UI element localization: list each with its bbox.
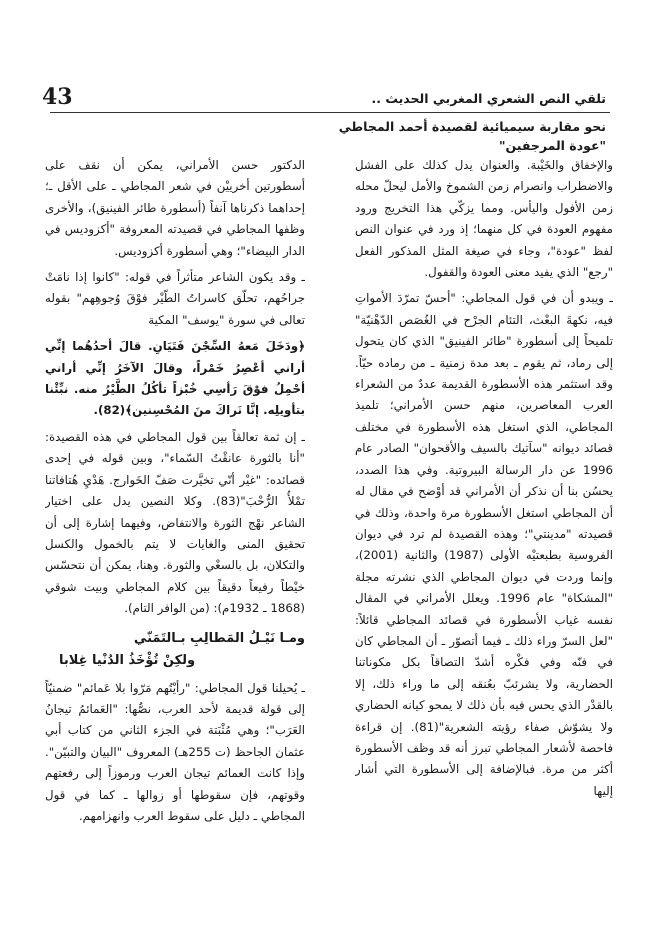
subtitle-line: "عودة المرجفين" — [498, 138, 606, 153]
page-number: 43 — [42, 84, 73, 110]
left-text-column — [45, 155, 305, 885]
right-text-column — [355, 155, 613, 885]
verse-second-hemistich: ولكِنْ تُؤْخَذُ الدُنْيا غِلابا — [59, 652, 196, 668]
poetry-verse — [45, 628, 305, 672]
verse-first-hemistich: ومـا نَيْـلُ المَطالِبِ بـالتَمَنّي — [133, 630, 305, 646]
paragraph: الدكتور حسن الأمراني، يمكن أن نقف على أسطورتين أخرييْن في شعر المجاطي ـ على الأقل ـ؛ إحداهما ذكرناها آنفاً (أسطورة طائر الفينيق)، والأخرى وظفها المجاطي في قصيدته المعروفة "أكزوديس في الدار البيضاء"؛ وهي أسطورة أكزوديس. — [45, 158, 305, 258]
running-title: تلقي النص الشعري المغربي الحديث .. — [371, 91, 606, 106]
paragraph: والإخفاق والخَيْبة. والعنوان يدل كذلك على الفشل والاضطراب وانصرام زمن الشموخ والأمل ليحلّ محله زمن الأفول واليأس. ومما يزكّي هذا التخريج ورود مفهوم العودة في كل منهما؛ إذ ورد في عنوان النص لفظ "عودة"، وجاء في صيغة المثل المذكور الفعل "رجع" الذي يفيد معنى العودة والقفول. — [355, 158, 613, 280]
paragraph: ـ وقد يكون الشاعر متأثراً في قوله: "كانوا إذا نامَتْ جراحُهم، تحلّق كاسراتُ الطّيْر فوْقَ وُجوهِهم" بقوله تعالى في سورة "يوسف" المكية — [45, 270, 305, 327]
paragraph: ـ إن ثمة تعالقاً بين قول المجاطي في هذه القصيدة: "أنا بالثورة عانقْتُ السّماء"، وبين قوله في إحدى قصائده: "غيْر أنّي تخيَّرت صَفّ الخَوارج. هَدْيِ هُتافاتنا تمْلأُ الرُّحْبَ"(83). وكلا النصين يدل على اختيار الشاعر نهْج الثورة والانتفاض، وفيهما إشارة إلى أن تحقيق المنى والغايات لا يتم بالخمول والكسل والتكلان، بل بالسعْي والثورة. وهنا، يمكن أن نتحسّس خيْطاً رفيعاً دقيقاً بين كلام المجاطي وبيت شوقي (1868 ـ 1932م): (من الوافر التام). — [45, 429, 305, 616]
paragraph: ـ ويبدو أن في قول المجاطي: "أحسّ تمرّدَ الأمواتِ فيه، نكهةَ البعْث، التئام الجرْح في الغُصَص الدّهْنيّة" تلميحاً إلى أسطورة "طائر الفينيق" الذي كان يتحول إلى رماد، ثم يقوم ـ بعد مدة زمنية ـ من رماده حيّاً. وقد استثمر هذه الأسطورة القديمة عددٌ من الشعراء العرب المعاصرين، منهم حسن الأمراني؛ تلميذ المجاطي، الذي استغل هذه الأسطورة في مختلف قصائد ديوانه "سآتيك بالسيف والأقحوان" الصادر عام 1996 عن دار الرسالة البيروتية. وفي هذا الصدد، يحسُن بنا أن نذكر أن الأمراني قد أوْضح في مقال له أن المجاطي استغل الأسطورة مرة واحدة، وذلك في قصيدته "مدينتي"؛ وهذه القصيدة لم ترد في ديوان الفروسية بطبعتيْه الأولى (1987) والثانية (2001)، وإنما وردت في ديوان المجاطي الذي نشرته مجلة "المشكاة" عام 1996. ويعلل الأمراني في المقال نفسه غياب الأسطورة في قصائد المجاطي قائلاً: "لعل السرّ وراء ذلك ـ فيما أتصوّر ـ أن المجاطي كان في فنّه وفي فكْره أشدّ التصاقاً بكل مكوناتنا الحضارية، ولا يشرئبّ بعُنقه إلى ما وراء ذلك، إلا بالقدْر الذي يحس فيه بأن ذلك لا يمحو كيانه الحضاري ولا يشوّش صفاء رؤيته الشعرية"(81). إن قراءة فاحصة لأشعار المجاطي تبرز أنه قد وظف الأسطورة أكثر من مرة. فبالإضافة إلى الأسطورة التي أشار إليها — [355, 291, 613, 798]
paragraph: ـ يُحيلنا قول المجاطي: "رأيْتُهم مَرّوا بلا عَمائم" ضمنيّاً إلى قولة قديمة لأحد العرب، نصُّها: "العَمائمُ تيجانُ العَرَب"؛ وهي مُثْبَتة في الجزء الثاني من كتاب أبي عثمان الجاحظ (ت 255هـ) المعروف "البيان والتبيّن". وإذا كانت العمائم تيجان العرب ورموزاً إلى رفعتهم وقوتهم، فإن سقوطها أو زوالها ـ كما في قول المجاطي ـ دليل على سقوط العرب وانهزامهم. — [45, 680, 305, 823]
subtitle-line: نحو مقاربة سيميائية لقصيدة أحمد المجاطي — [338, 119, 606, 134]
article-subtitle — [186, 117, 606, 155]
header-divider — [50, 112, 610, 113]
quran-quote: ﴿ودَخَلَ مَعهُ السِّجْنَ فَتَيَانِ. قالَ أحدُهُما إنِّي أراني أعْصِرُ خَمْراً، وقالَ الآخَرُ إنِّي أراني أحْمِلُ فوْقَ رَأسِي خُبْزاً تأكُلُ الطَّيْرُ منه. نبِّئْنا بتأويلِه. إنَّا نَراكَ منَ المُحْسِنين﴾(82). — [45, 339, 305, 418]
